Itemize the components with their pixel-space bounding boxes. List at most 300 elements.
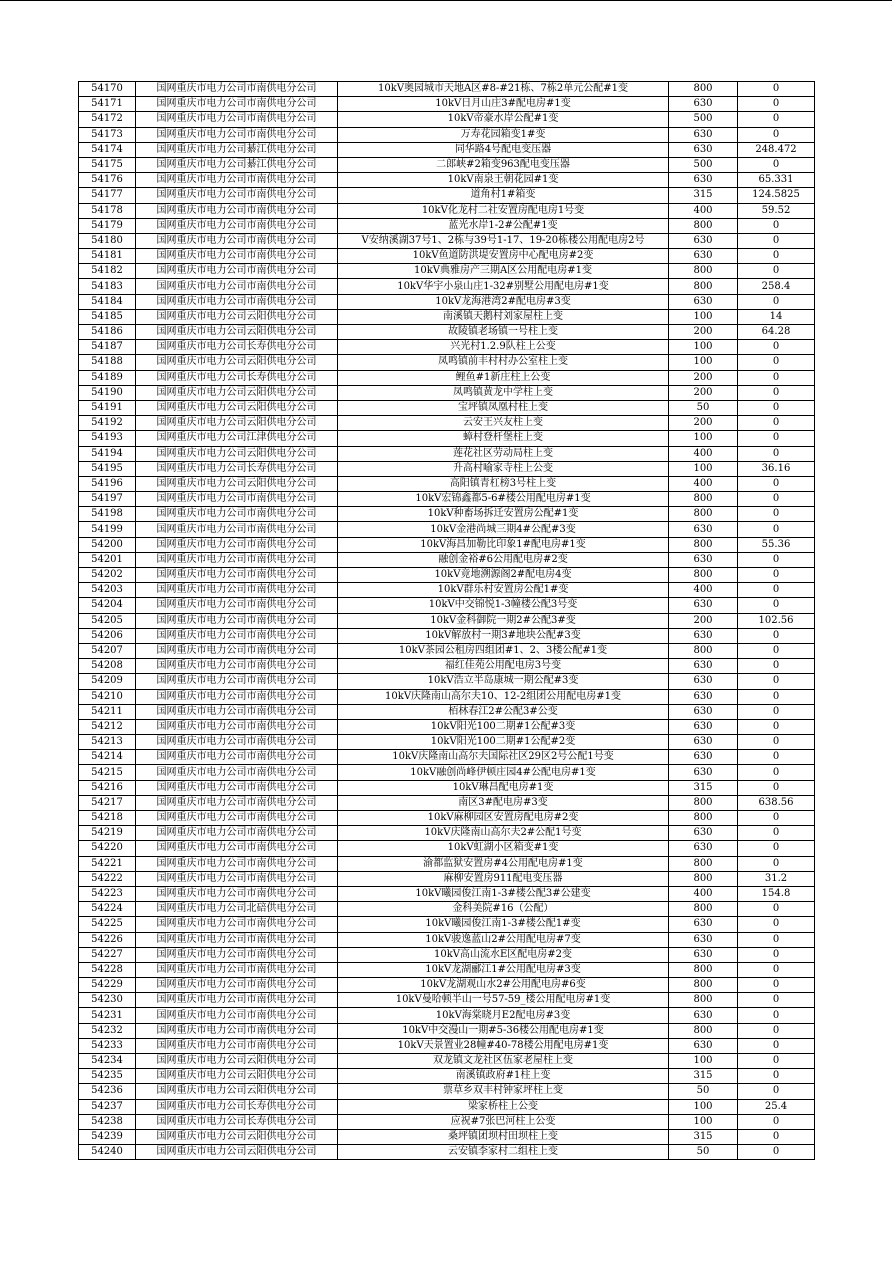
- table-row: [79, 1129, 815, 1144]
- value-cell: 0: [738, 1084, 815, 1099]
- row-id-cell: 54214: [79, 750, 136, 765]
- org-cell: 国网重庆市电力公司市南供电分公司: [136, 659, 338, 674]
- capacity-cell: 630: [669, 932, 738, 947]
- row-id-cell: 54212: [79, 719, 136, 734]
- row-id-cell: 54201: [79, 552, 136, 567]
- capacity-cell: 800: [669, 795, 738, 810]
- org-cell: 国网重庆市电力公司市南供电分公司: [136, 780, 338, 795]
- org-cell: 国网重庆市电力公司长寿供电分公司: [136, 370, 338, 385]
- capacity-cell: 200: [669, 370, 738, 385]
- org-cell: 国网重庆市电力公司市南供电分公司: [136, 917, 338, 932]
- org-cell: 国网重庆市电力公司市南供电分公司: [136, 704, 338, 719]
- org-cell: 国网重庆市电力公司市南供电分公司: [136, 537, 338, 552]
- org-cell: 国网重庆市电力公司市南供电分公司: [136, 947, 338, 962]
- capacity-cell: 315: [669, 188, 738, 203]
- capacity-cell: 800: [669, 811, 738, 826]
- table-row: [79, 628, 815, 643]
- capacity-cell: 800: [669, 264, 738, 279]
- org-cell: 国网重庆市电力公司市南供电分公司: [136, 492, 338, 507]
- table-row: [79, 461, 815, 476]
- name-cell: 融创金裕#6公用配电房#2变: [338, 552, 669, 567]
- value-cell: 0: [738, 1023, 815, 1038]
- value-cell: 0: [738, 127, 815, 142]
- table-row: [79, 203, 815, 218]
- value-cell: 0: [738, 1129, 815, 1144]
- org-cell: 国网重庆市电力公司云阳供电分公司: [136, 325, 338, 340]
- name-cell: 10kV琳昌配电房#1变: [338, 780, 669, 795]
- name-cell: 渝都监狱安置房#4公用配电房#1变: [338, 856, 669, 871]
- row-id-cell: 54225: [79, 917, 136, 932]
- row-id-cell: 54177: [79, 188, 136, 203]
- capacity-cell: 630: [669, 294, 738, 309]
- table-row: [79, 811, 815, 826]
- table-row: [79, 522, 815, 537]
- capacity-cell: 500: [669, 157, 738, 172]
- row-id-cell: 54206: [79, 628, 136, 643]
- row-id-cell: 54220: [79, 841, 136, 856]
- table-body: [79, 82, 815, 1160]
- table-row: [79, 142, 815, 157]
- row-id-cell: 54170: [79, 82, 136, 97]
- org-cell: 国网重庆市电力公司市南供电分公司: [136, 598, 338, 613]
- row-id-cell: 54179: [79, 218, 136, 233]
- name-cell: 10kV海棠晓月E2配电房#3变: [338, 1008, 669, 1023]
- row-id-cell: 54194: [79, 446, 136, 461]
- value-cell: 0: [738, 704, 815, 719]
- value-cell: 0: [738, 1145, 815, 1160]
- capacity-cell: 50: [669, 1145, 738, 1160]
- capacity-cell: 630: [669, 765, 738, 780]
- table-row: [79, 157, 815, 172]
- capacity-cell: 800: [669, 507, 738, 522]
- table-row: [79, 902, 815, 917]
- name-cell: 10kV庆隆南山高尔夫国际社区29区2号公配1号变: [338, 750, 669, 765]
- table-row: [79, 978, 815, 993]
- name-cell: 桑坪镇团坝村田坝柱上变: [338, 1129, 669, 1144]
- name-cell: 麻柳安置房911配电变压器: [338, 871, 669, 886]
- org-cell: 国网重庆市电力公司长寿供电分公司: [136, 340, 338, 355]
- table-row: [79, 947, 815, 962]
- capacity-cell: 800: [669, 993, 738, 1008]
- name-cell: 南区3#配电房#3变: [338, 795, 669, 810]
- value-cell: 0: [738, 689, 815, 704]
- org-cell: 国网重庆市电力公司市南供电分公司: [136, 674, 338, 689]
- name-cell: 10kV海昌加勒比印象1#配电房#1变: [338, 537, 669, 552]
- name-cell: 蟑村登杆堡柱上变: [338, 431, 669, 446]
- name-cell: 金科美院#16（公配）: [338, 902, 669, 917]
- row-id-cell: 54186: [79, 325, 136, 340]
- capacity-cell: 630: [669, 659, 738, 674]
- row-id-cell: 54185: [79, 309, 136, 324]
- org-cell: 国网重庆市电力公司市南供电分公司: [136, 962, 338, 977]
- capacity-cell: 800: [669, 279, 738, 294]
- name-cell: 宝坪镇凤凰村柱上变: [338, 400, 669, 415]
- table-row: [79, 507, 815, 522]
- capacity-cell: 800: [669, 978, 738, 993]
- org-cell: 国网重庆市电力公司市南供电分公司: [136, 643, 338, 658]
- org-cell: 国网重庆市电力公司云阳供电分公司: [136, 309, 338, 324]
- value-cell: 0: [738, 583, 815, 598]
- table-row: [79, 1145, 815, 1160]
- row-id-cell: 54196: [79, 476, 136, 491]
- name-cell: 应祝#7张巴河柱上公变: [338, 1114, 669, 1129]
- org-cell: 国网重庆市电力公司长寿供电分公司: [136, 1099, 338, 1114]
- org-cell: 国网重庆市电力公司市南供电分公司: [136, 97, 338, 112]
- value-cell: 0: [738, 811, 815, 826]
- name-cell: 南溪镇政府#1柱上变: [338, 1069, 669, 1084]
- table-row: [79, 598, 815, 613]
- table-row: [79, 112, 815, 127]
- org-cell: 国网重庆市电力公司市南供电分公司: [136, 886, 338, 901]
- table-row: [79, 1069, 815, 1084]
- table-row: [79, 765, 815, 780]
- table-row: [79, 689, 815, 704]
- org-cell: 国网重庆市电力公司市南供电分公司: [136, 871, 338, 886]
- name-cell: 凤鸣镇前丰村村办公室柱上变: [338, 355, 669, 370]
- value-cell: 0: [738, 719, 815, 734]
- value-cell: 0: [738, 841, 815, 856]
- table-row: [79, 643, 815, 658]
- org-cell: 国网重庆市电力公司綦江供电分公司: [136, 142, 338, 157]
- name-cell: 10kV阳光100二期#1公配#2变: [338, 735, 669, 750]
- row-id-cell: 54211: [79, 704, 136, 719]
- capacity-cell: 200: [669, 416, 738, 431]
- capacity-cell: 630: [669, 841, 738, 856]
- org-cell: 国网重庆市电力公司市南供电分公司: [136, 173, 338, 188]
- org-cell: 国网重庆市电力公司市南供电分公司: [136, 294, 338, 309]
- org-cell: 国网重庆市电力公司市南供电分公司: [136, 1023, 338, 1038]
- table-row: [79, 385, 815, 400]
- table-row: [79, 218, 815, 233]
- value-cell: 36.16: [738, 461, 815, 476]
- org-cell: 国网重庆市电力公司市南供电分公司: [136, 82, 338, 97]
- value-cell: 0: [738, 735, 815, 750]
- org-cell: 国网重庆市电力公司长寿供电分公司: [136, 461, 338, 476]
- value-cell: 0: [738, 978, 815, 993]
- table-row: [79, 279, 815, 294]
- capacity-cell: 315: [669, 1129, 738, 1144]
- row-id-cell: 54182: [79, 264, 136, 279]
- value-cell: 0: [738, 340, 815, 355]
- table-row: [79, 309, 815, 324]
- table-row: [79, 340, 815, 355]
- value-cell: 64.28: [738, 325, 815, 340]
- table-row: [79, 856, 815, 871]
- value-cell: 0: [738, 82, 815, 97]
- capacity-cell: 500: [669, 112, 738, 127]
- name-cell: 10kV化龙村二社安置房配电房1号变: [338, 203, 669, 218]
- row-id-cell: 54215: [79, 765, 136, 780]
- table-row: [79, 1084, 815, 1099]
- capacity-cell: 800: [669, 568, 738, 583]
- value-cell: 638.56: [738, 795, 815, 810]
- capacity-cell: 50: [669, 1084, 738, 1099]
- capacity-cell: 400: [669, 583, 738, 598]
- org-cell: 国网重庆市电力公司云阳供电分公司: [136, 446, 338, 461]
- table-row: [79, 233, 815, 248]
- org-cell: 国网重庆市电力公司云阳供电分公司: [136, 400, 338, 415]
- value-cell: 0: [738, 962, 815, 977]
- name-cell: 福红佳苑公用配电房3号变: [338, 659, 669, 674]
- capacity-cell: 100: [669, 355, 738, 370]
- name-cell: 10kV金科御院一期2#公配3#变: [338, 613, 669, 628]
- value-cell: 0: [738, 917, 815, 932]
- row-id-cell: 54223: [79, 886, 136, 901]
- row-id-cell: 54181: [79, 249, 136, 264]
- value-cell: 0: [738, 568, 815, 583]
- row-id-cell: 54204: [79, 598, 136, 613]
- org-cell: 国网重庆市电力公司云阳供电分公司: [136, 1084, 338, 1099]
- org-cell: 国网重庆市电力公司市南供电分公司: [136, 583, 338, 598]
- name-cell: 10kV日月山庄3#配电房#1变: [338, 97, 669, 112]
- capacity-cell: 800: [669, 1023, 738, 1038]
- org-cell: 国网重庆市电力公司市南供电分公司: [136, 522, 338, 537]
- value-cell: 0: [738, 370, 815, 385]
- row-id-cell: 54218: [79, 811, 136, 826]
- capacity-cell: 630: [669, 704, 738, 719]
- row-id-cell: 54197: [79, 492, 136, 507]
- capacity-cell: 100: [669, 1054, 738, 1069]
- value-cell: 0: [738, 112, 815, 127]
- row-id-cell: 54228: [79, 962, 136, 977]
- page-top-rule: [0, 0, 892, 1]
- org-cell: 国网重庆市电力公司市南供电分公司: [136, 826, 338, 841]
- value-cell: 258.4: [738, 279, 815, 294]
- value-cell: 0: [738, 1054, 815, 1069]
- row-id-cell: 54190: [79, 385, 136, 400]
- row-id-cell: 54230: [79, 993, 136, 1008]
- value-cell: 0: [738, 249, 815, 264]
- table-row: [79, 476, 815, 491]
- name-cell: 10kV鱼道防洪堤安置房中心配电房#2变: [338, 249, 669, 264]
- capacity-cell: 630: [669, 233, 738, 248]
- org-cell: 国网重庆市电力公司市南供电分公司: [136, 993, 338, 1008]
- name-cell: 10kV庆隆南山高尔夫10、12-2组团公用配电房#1变: [338, 689, 669, 704]
- row-id-cell: 54187: [79, 340, 136, 355]
- capacity-cell: 200: [669, 325, 738, 340]
- table-row: [79, 841, 815, 856]
- row-id-cell: 54221: [79, 856, 136, 871]
- name-cell: 10kV天景置业28幢#40-78楼公用配电房#1变: [338, 1038, 669, 1053]
- name-cell: 10kV浩立半岛康城一期公配#3变: [338, 674, 669, 689]
- name-cell: 云安王兴友柱上变: [338, 416, 669, 431]
- value-cell: 0: [738, 1114, 815, 1129]
- capacity-cell: 630: [669, 552, 738, 567]
- capacity-cell: 100: [669, 431, 738, 446]
- row-id-cell: 54219: [79, 826, 136, 841]
- row-id-cell: 54176: [79, 173, 136, 188]
- capacity-cell: 100: [669, 309, 738, 324]
- name-cell: 蓝光水岸1-2#公配#1变: [338, 218, 669, 233]
- table-row: [79, 431, 815, 446]
- name-cell: 10kV奥园城市天地A区#8-#21栋、7栋2单元公配#1变: [338, 82, 669, 97]
- name-cell: 10kV庆隆南山高尔夫2#公配1号变: [338, 826, 669, 841]
- capacity-cell: 800: [669, 537, 738, 552]
- row-id-cell: 54174: [79, 142, 136, 157]
- row-id-cell: 54203: [79, 583, 136, 598]
- org-cell: 国网重庆市电力公司市南供电分公司: [136, 978, 338, 993]
- value-cell: 0: [738, 218, 815, 233]
- value-cell: 0: [738, 97, 815, 112]
- value-cell: 0: [738, 902, 815, 917]
- name-cell: V安纳溪湖37号1、2栋与39号1-17、19-20栋楼公用配电房2号: [338, 233, 669, 248]
- capacity-cell: 800: [669, 492, 738, 507]
- value-cell: 0: [738, 1069, 815, 1084]
- capacity-cell: 630: [669, 917, 738, 932]
- row-id-cell: 54191: [79, 400, 136, 415]
- capacity-cell: 800: [669, 82, 738, 97]
- value-cell: 0: [738, 233, 815, 248]
- row-id-cell: 54227: [79, 947, 136, 962]
- org-cell: 国网重庆市电力公司市南供电分公司: [136, 795, 338, 810]
- row-id-cell: 54184: [79, 294, 136, 309]
- capacity-cell: 800: [669, 218, 738, 233]
- value-cell: 0: [738, 659, 815, 674]
- name-cell: 10kV虹湖小区箱变#1变: [338, 841, 669, 856]
- table-row: [79, 1054, 815, 1069]
- org-cell: 国网重庆市电力公司市南供电分公司: [136, 218, 338, 233]
- capacity-cell: 630: [669, 628, 738, 643]
- value-cell: 0: [738, 385, 815, 400]
- table-row: [79, 583, 815, 598]
- value-cell: 0: [738, 492, 815, 507]
- name-cell: 道角村1#箱变: [338, 188, 669, 203]
- row-id-cell: 54235: [79, 1069, 136, 1084]
- capacity-cell: 400: [669, 446, 738, 461]
- org-cell: 国网重庆市电力公司市南供电分公司: [136, 112, 338, 127]
- name-cell: 兴光村1.2.9队柱上公变: [338, 340, 669, 355]
- capacity-cell: 200: [669, 613, 738, 628]
- value-cell: 0: [738, 780, 815, 795]
- row-id-cell: 54172: [79, 112, 136, 127]
- row-id-cell: 54226: [79, 932, 136, 947]
- org-cell: 国网重庆市电力公司市南供电分公司: [136, 856, 338, 871]
- name-cell: 10kV融创尚峰伊顿庄园4#公配电房#1变: [338, 765, 669, 780]
- table-row: [79, 264, 815, 279]
- org-cell: 国网重庆市电力公司云阳供电分公司: [136, 1145, 338, 1160]
- capacity-cell: 630: [669, 735, 738, 750]
- org-cell: 国网重庆市电力公司市南供电分公司: [136, 628, 338, 643]
- row-id-cell: 54200: [79, 537, 136, 552]
- row-id-cell: 54216: [79, 780, 136, 795]
- row-id-cell: 54188: [79, 355, 136, 370]
- name-cell: 10kV龙湖郦江1#公用配电房#3变: [338, 962, 669, 977]
- table-row: [79, 400, 815, 415]
- name-cell: 10kV高山流水E区配电房#2变: [338, 947, 669, 962]
- capacity-cell: 630: [669, 826, 738, 841]
- row-id-cell: 54213: [79, 735, 136, 750]
- name-cell: 莲花社区劳动局柱上变: [338, 446, 669, 461]
- row-id-cell: 54175: [79, 157, 136, 172]
- org-cell: 国网重庆市电力公司市南供电分公司: [136, 1008, 338, 1023]
- org-cell: 国网重庆市电力公司云阳供电分公司: [136, 416, 338, 431]
- table-row: [79, 962, 815, 977]
- capacity-cell: 800: [669, 962, 738, 977]
- row-id-cell: 54233: [79, 1038, 136, 1053]
- org-cell: 国网重庆市电力公司北碚供电分公司: [136, 902, 338, 917]
- row-id-cell: 54240: [79, 1145, 136, 1160]
- value-cell: 25.4: [738, 1099, 815, 1114]
- row-id-cell: 54234: [79, 1054, 136, 1069]
- table-row: [79, 750, 815, 765]
- table-row: [79, 568, 815, 583]
- value-cell: 0: [738, 750, 815, 765]
- value-cell: 0: [738, 1008, 815, 1023]
- table-row: [79, 1008, 815, 1023]
- value-cell: 0: [738, 643, 815, 658]
- table-row: [79, 537, 815, 552]
- name-cell: 10kV中交锦悦1-3幢楼公配3号变: [338, 598, 669, 613]
- row-id-cell: 54239: [79, 1129, 136, 1144]
- org-cell: 国网重庆市电力公司江津供电分公司: [136, 431, 338, 446]
- table-row: [79, 188, 815, 203]
- capacity-cell: 800: [669, 856, 738, 871]
- capacity-cell: 630: [669, 674, 738, 689]
- value-cell: 0: [738, 507, 815, 522]
- value-cell: 0: [738, 1038, 815, 1053]
- capacity-cell: 630: [669, 719, 738, 734]
- value-cell: 31.2: [738, 871, 815, 886]
- table-row: [79, 613, 815, 628]
- value-cell: 0: [738, 826, 815, 841]
- capacity-cell: 630: [669, 97, 738, 112]
- org-cell: 国网重庆市电力公司市南供电分公司: [136, 811, 338, 826]
- org-cell: 国网重庆市电力公司云阳供电分公司: [136, 1054, 338, 1069]
- row-id-cell: 54222: [79, 871, 136, 886]
- org-cell: 国网重庆市电力公司市南供电分公司: [136, 765, 338, 780]
- row-id-cell: 54224: [79, 902, 136, 917]
- name-cell: 10kV曼哈顿半山一号57-59_楼公用配电房#1变: [338, 993, 669, 1008]
- capacity-cell: 630: [669, 522, 738, 537]
- row-id-cell: 54178: [79, 203, 136, 218]
- value-cell: 0: [738, 628, 815, 643]
- row-id-cell: 54202: [79, 568, 136, 583]
- table-row: [79, 325, 815, 340]
- name-cell: 栢林春江2#公配3#公变: [338, 704, 669, 719]
- capacity-cell: 315: [669, 1069, 738, 1084]
- table-row: [79, 492, 815, 507]
- org-cell: 国网重庆市电力公司市南供电分公司: [136, 552, 338, 567]
- name-cell: 10kV茶园公租房四组团#1、2、3楼公配#1变: [338, 643, 669, 658]
- name-cell: 万寿花园箱变1#变: [338, 127, 669, 142]
- capacity-cell: 400: [669, 203, 738, 218]
- name-cell: 10kV龙湖观山水2#公用配电房#6变: [338, 978, 669, 993]
- capacity-cell: 800: [669, 643, 738, 658]
- value-cell: 0: [738, 552, 815, 567]
- value-cell: 0: [738, 522, 815, 537]
- capacity-cell: 630: [669, 127, 738, 142]
- value-cell: 14: [738, 309, 815, 324]
- table-row: [79, 416, 815, 431]
- table-row: [79, 249, 815, 264]
- org-cell: 国网重庆市电力公司市南供电分公司: [136, 203, 338, 218]
- org-cell: 国网重庆市电力公司云阳供电分公司: [136, 1069, 338, 1084]
- table-row: [79, 735, 815, 750]
- name-cell: 票草乡双丰村钟家坪柱上变: [338, 1084, 669, 1099]
- row-id-cell: 54198: [79, 507, 136, 522]
- org-cell: 国网重庆市电力公司市南供电分公司: [136, 689, 338, 704]
- row-id-cell: 54232: [79, 1023, 136, 1038]
- org-cell: 国网重庆市电力公司市南供电分公司: [136, 750, 338, 765]
- org-cell: 国网重庆市电力公司市南供电分公司: [136, 233, 338, 248]
- table-row: [79, 97, 815, 112]
- name-cell: 凤鸣镇黄龙中学柱上变: [338, 385, 669, 400]
- row-id-cell: 54207: [79, 643, 136, 658]
- name-cell: 10kV种畜场拆迁安置房公配#1变: [338, 507, 669, 522]
- row-id-cell: 54199: [79, 522, 136, 537]
- org-cell: 国网重庆市电力公司市南供电分公司: [136, 1038, 338, 1053]
- name-cell: 10kV典雅房产三期A区公用配电房#1变: [338, 264, 669, 279]
